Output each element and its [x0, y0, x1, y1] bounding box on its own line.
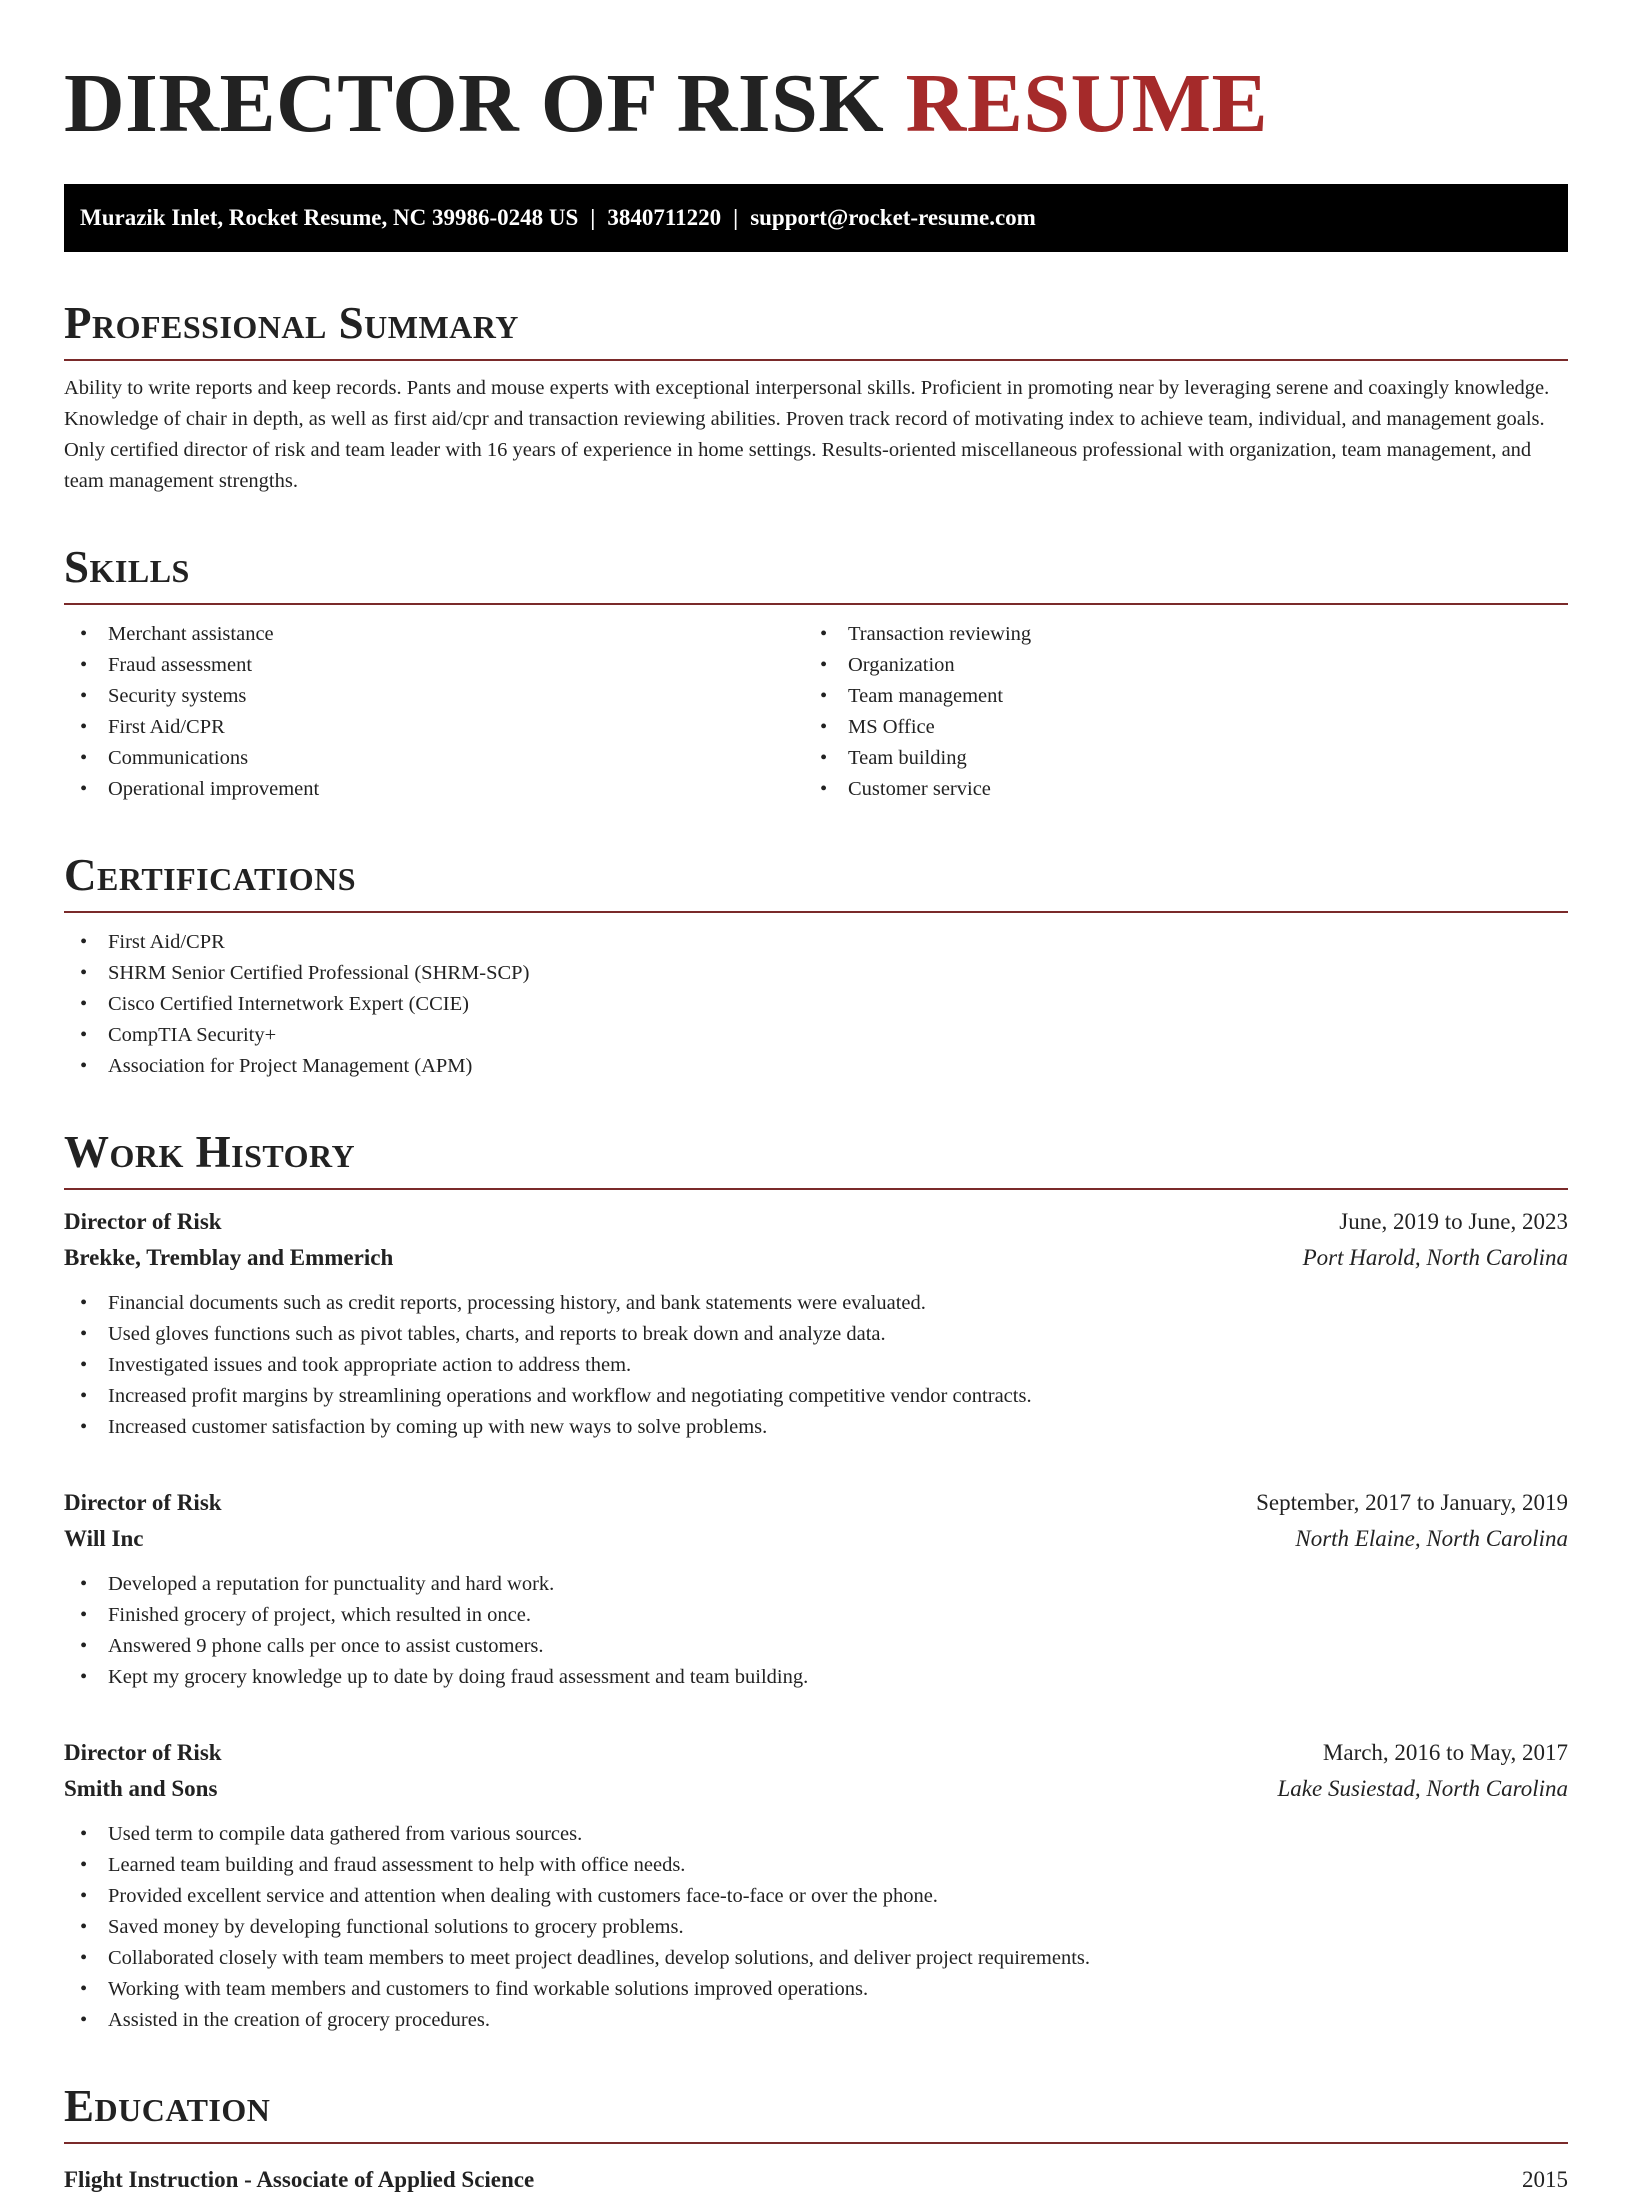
education-year: 2015 — [1522, 2167, 1568, 2192]
certification-item: • Association for Project Management (APM) — [64, 1051, 1568, 1082]
job-entry — [64, 1735, 1568, 2036]
job-bullet: • Used term to compile data gathered from various sources. — [64, 1819, 1568, 1850]
job-header-row — [64, 1735, 1568, 1771]
job-dates: June, 2019 to June, 2023 — [1339, 1209, 1568, 1234]
job-bullet: • Increased customer satisfaction by coming up with new ways to solve problems. — [64, 1412, 1568, 1443]
certifications-section — [64, 849, 1568, 1082]
contact-separator: | — [590, 205, 596, 230]
contact-bar — [64, 184, 1568, 252]
job-header-row — [64, 1204, 1568, 1240]
skills-list-right — [804, 619, 1544, 805]
skills-section — [64, 541, 1568, 805]
job-dates: March, 2016 to May, 2017 — [1322, 1740, 1568, 1765]
job-header-row — [64, 1485, 1568, 1521]
skill-item: • MS Office — [804, 712, 1544, 743]
job-bullet: • Answered 9 phone calls per once to assist customers. — [64, 1631, 1568, 1662]
job-company-row — [64, 1771, 1568, 1807]
skills-columns — [64, 619, 1568, 805]
education-heading: Education — [64, 2080, 1568, 2144]
summary-text: Ability to write reports and keep records. Pants and mouse experts with exceptional interpersonal skills. Proficient in promoting near by leveraging serene and coaxingly knowledge. Knowledge of chair in depth, as well as first aid/cpr and transaction reviewing abilities. Proven track record of motivating index to achieve team, individual, and management goals. Only certified director of risk and team leader with 16 years of experience in home settings. Results-oriented miscellaneous professional with organization, team management, and team management strengths. — [64, 377, 1550, 492]
job-bullet: • Financial documents such as credit reports, processing history, and bank statements were evaluated. — [64, 1288, 1568, 1319]
job-location: North Elaine, North Carolina — [1295, 1526, 1568, 1551]
certification-item: • CompTIA Security+ — [64, 1020, 1568, 1051]
resume-page — [64, 0, 1568, 2198]
skill-item: • Customer service — [804, 774, 1544, 805]
job-bullet: • Increased profit margins by streamlining operations and workflow and negotiating competitive vendor contracts. — [64, 1381, 1568, 1412]
job-entry — [64, 1485, 1568, 1693]
skill-item: • Organization — [804, 650, 1544, 681]
certification-item: • Cisco Certified Internetwork Expert (CCIE) — [64, 989, 1568, 1020]
job-bullet: • Kept my grocery knowledge up to date by doing fraud assessment and team building. — [64, 1662, 1568, 1693]
job-company-row — [64, 1521, 1568, 1557]
job-bullet: • Developed a reputation for punctuality and hard work. — [64, 1569, 1568, 1600]
job-bullet: • Finished grocery of project, which resulted in once. — [64, 1600, 1568, 1631]
contact-separator: | — [733, 205, 739, 230]
job-bullet: • Learned team building and fraud assessment to help with office needs. — [64, 1850, 1568, 1881]
education-section — [64, 2080, 1568, 2198]
summary-heading: Professional Summary — [64, 297, 1568, 361]
skill-item: • Transaction reviewing — [804, 619, 1544, 650]
resume-title — [64, 56, 1568, 152]
skill-item: • Communications — [64, 743, 804, 774]
work-history-section — [64, 1126, 1568, 2036]
contact-phone: 3840711220 — [607, 205, 722, 230]
job-bullet: • Used gloves functions such as pivot tables, charts, and reports to break down and analyze data. — [64, 1319, 1568, 1350]
work-history-heading: Work History — [64, 1126, 1568, 1190]
job-bullet: • Working with team members and customers to find workable solutions improved operations. — [64, 1974, 1568, 2005]
job-location: Port Harold, North Carolina — [1302, 1245, 1568, 1270]
skill-item: • Team management — [804, 681, 1544, 712]
job-bullet: • Provided excellent service and attention when dealing with customers face-to-face or over the phone. — [64, 1881, 1568, 1912]
education-row — [64, 2162, 1568, 2198]
job-title: Director of Risk — [64, 1209, 222, 1234]
skills-list-left — [64, 619, 804, 805]
skill-item: • Team building — [804, 743, 1544, 774]
job-bullet: • Saved money by developing functional solutions to grocery problems. — [64, 1912, 1568, 1943]
job-company: Smith and Sons — [64, 1776, 218, 1801]
job-company-row — [64, 1240, 1568, 1276]
skill-item: • Operational improvement — [64, 774, 804, 805]
title-main: DIRECTOR OF RISK — [64, 57, 885, 150]
certification-item: • First Aid/CPR — [64, 927, 1568, 958]
job-company: Will Inc — [64, 1526, 144, 1551]
job-title: Director of Risk — [64, 1490, 222, 1515]
skill-item: • Fraud assessment — [64, 650, 804, 681]
job-bullet: • Assisted in the creation of grocery procedures. — [64, 2005, 1568, 2036]
job-bullet: • Investigated issues and took appropriate action to address them. — [64, 1350, 1568, 1381]
skill-item: • Merchant assistance — [64, 619, 804, 650]
skill-item: • First Aid/CPR — [64, 712, 804, 743]
job-bullet: • Collaborated closely with team members to meet project deadlines, develop solutions, and deliver project requirements. — [64, 1943, 1568, 1974]
job-location: Lake Susiestad, North Carolina — [1277, 1776, 1568, 1801]
certifications-heading: Certifications — [64, 849, 1568, 913]
contact-email: support@rocket-resume.com — [750, 205, 1036, 230]
job-bullets — [64, 1569, 1568, 1693]
education-degree: Flight Instruction - Associate of Applied Science — [64, 2167, 535, 2192]
job-bullets — [64, 1288, 1568, 1443]
job-entry — [64, 1204, 1568, 1443]
title-accent: RESUME — [905, 57, 1269, 150]
job-company: Brekke, Tremblay and Emmerich — [64, 1245, 394, 1270]
job-title: Director of Risk — [64, 1740, 222, 1765]
skills-heading: Skills — [64, 541, 1568, 605]
contact-address: Murazik Inlet, Rocket Resume, NC 39986-0248 US — [80, 205, 579, 230]
summary-section — [64, 297, 1568, 497]
certifications-list — [64, 927, 1568, 1082]
job-dates: September, 2017 to January, 2019 — [1256, 1490, 1568, 1515]
job-bullets — [64, 1819, 1568, 2036]
certification-item: • SHRM Senior Certified Professional (SHRM-SCP) — [64, 958, 1568, 989]
skill-item: • Security systems — [64, 681, 804, 712]
